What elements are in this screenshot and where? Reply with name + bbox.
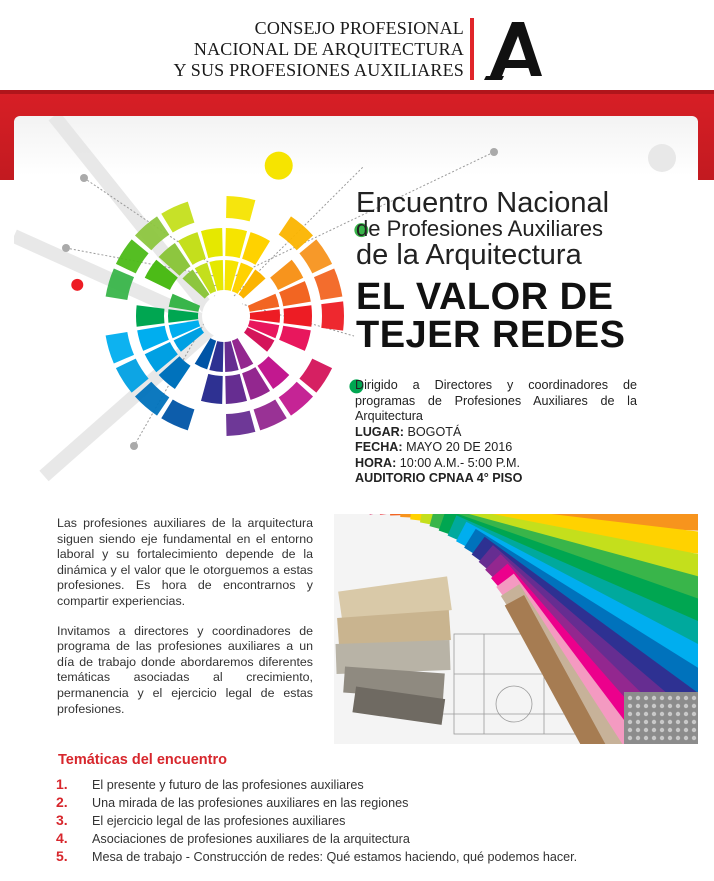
org-line-1: CONSEJO PROFESIONAL	[254, 18, 464, 38]
topic-text: El ejercicio legal de las profesiones auxiliares	[92, 814, 346, 828]
wheel-node-dot	[71, 279, 83, 291]
wheel-center	[202, 294, 246, 338]
topic-text: Mesa de trabajo - Construcción de redes: Qué estamos haciendo, qué podemos hacer.	[92, 850, 578, 864]
wheel-segment	[106, 332, 134, 364]
cpnaa-logo	[482, 18, 544, 80]
topic-number: 1.	[56, 776, 68, 792]
topic-number: 2.	[56, 794, 68, 810]
wheel-segment	[136, 305, 164, 326]
event-title-line-3: de la Arquitectura	[356, 239, 582, 271]
time-value: 10:00 A.M.- 5:00 P.M.	[399, 455, 520, 470]
wheel-segment	[161, 202, 194, 233]
intro-paragraph-2: Invitamos a directores y coordinadores de programa de las profesiones auxiliares a un día de trabajo donde abordaremos diferentes temáticas asociadas al crecimiento, permanencia y el ejercicio legal de estas profesiones.	[57, 623, 313, 716]
wheel-segment	[242, 232, 270, 265]
wheel-segment	[201, 228, 223, 258]
wheel-segment	[279, 326, 311, 351]
event-title-line-1: Encuentro Nacional	[356, 187, 610, 219]
event-place	[355, 425, 637, 441]
wheel-segment	[279, 382, 313, 416]
time-label: HORA:	[355, 455, 397, 470]
intro-paragraph-1: Las profesiones auxiliares de la arquitectura siguen siendo eje fundamental en el entorno laboral y su fortalecimiento depende de la dinámica y el valor que le otorguemos a estas profesiones. Es hora de encontrarnos y compartir experiencias.	[57, 516, 313, 608]
date-label: FECHA:	[355, 440, 403, 454]
topic-item	[56, 794, 696, 812]
event-audience: Dirigido a Directores y coordinadores de programas de Profesiones Auxiliares de la Arquitectura	[355, 378, 637, 423]
wheel-segment	[248, 294, 279, 312]
wheel-segment	[226, 411, 255, 436]
org-line-3: Y SUS PROFESIONES AUXILIARES	[173, 60, 464, 80]
event-date	[355, 440, 637, 456]
event-venue: AUDITORIO CPNAA 4° PISO	[355, 471, 523, 485]
headline-line-2: TEJER REDES	[356, 314, 626, 356]
wheel-segment	[254, 400, 287, 431]
wheel-segment	[116, 359, 149, 393]
topic-item	[56, 848, 696, 866]
event-details	[355, 378, 637, 487]
topic-text: El presente y futuro de las profesiones auxiliares	[92, 778, 364, 792]
wheel-segment	[135, 382, 169, 416]
wheel-segment	[201, 374, 223, 404]
color-swatches-photo	[334, 514, 698, 744]
topic-text: Asociaciones de profesiones auxiliares de la arquitectura	[92, 832, 410, 846]
wheel-segment	[135, 216, 169, 250]
wheel-segment	[225, 374, 247, 404]
wheel-segment	[250, 309, 280, 323]
topic-item	[56, 776, 696, 794]
header	[0, 0, 714, 90]
event-time	[355, 456, 637, 472]
wheel-segment	[314, 268, 342, 300]
color-wheel	[54, 146, 397, 486]
org-line-2: NACIONAL DE ARQUITECTURA	[193, 39, 464, 59]
wheel-segment	[226, 196, 255, 221]
topic-number: 3.	[56, 812, 68, 828]
wheel-segment	[161, 400, 194, 431]
topic-item	[56, 830, 696, 848]
organization-name	[174, 18, 464, 81]
headline-line-1: EL VALOR DE	[356, 276, 614, 318]
topic-number: 4.	[56, 830, 68, 846]
topic-item	[56, 812, 696, 830]
wheel-segment	[284, 305, 312, 326]
wheel-segment	[299, 359, 332, 393]
wheel-segment	[106, 268, 134, 300]
place-label: LUGAR:	[355, 424, 404, 439]
event-title-line-2: de Profesiones Auxiliares	[356, 216, 604, 241]
wheel-node-dot	[265, 152, 293, 180]
logo-divider	[470, 18, 474, 80]
topics-list	[56, 776, 696, 866]
place-value: BOGOTÁ	[407, 424, 462, 439]
date-value: MAYO 20 DE 2016	[406, 440, 513, 454]
wheel-segment	[168, 309, 198, 323]
main-card	[14, 116, 698, 881]
wheel-segment	[116, 239, 149, 273]
intro-text	[57, 516, 313, 731]
wheel-segment	[321, 301, 344, 330]
wheel-segment	[299, 239, 332, 273]
wheel-segment	[169, 294, 200, 312]
wheel-segment	[279, 216, 313, 250]
topic-text: Una mirada de las profesiones auxiliares en las regiones	[92, 796, 409, 810]
topics-heading: Temáticas del encuentro	[58, 752, 227, 768]
topic-number: 5.	[56, 848, 68, 864]
wheel-segment	[225, 228, 247, 258]
event-title-block	[356, 188, 638, 354]
